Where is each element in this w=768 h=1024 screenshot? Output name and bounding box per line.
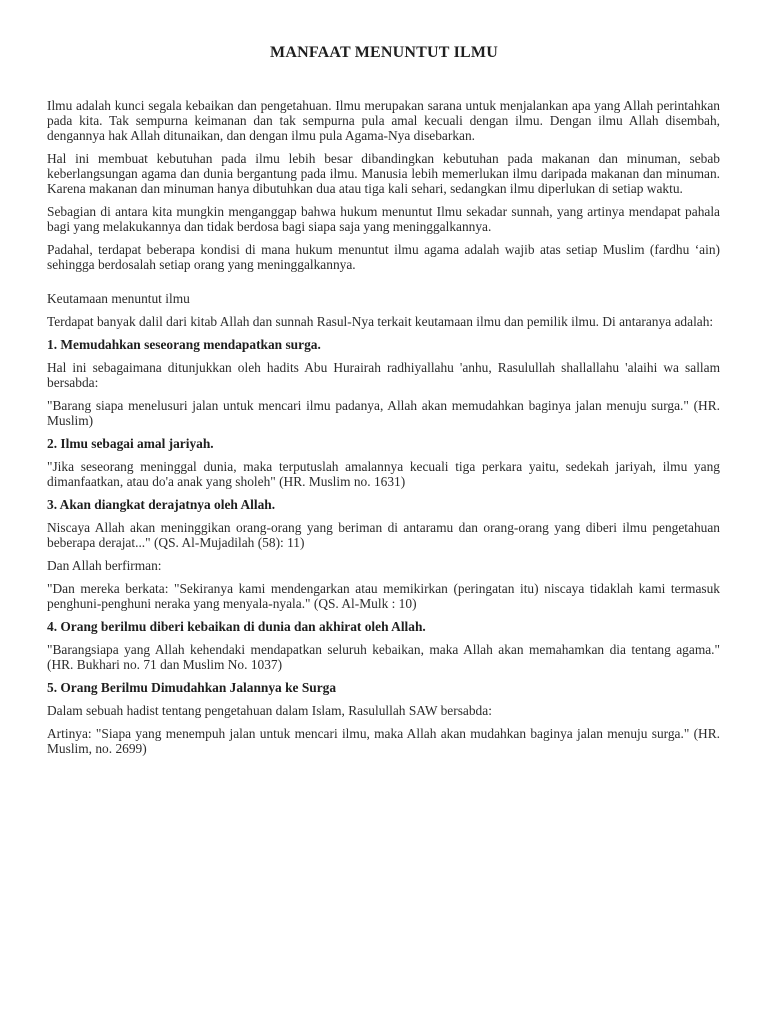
quote-point-3-second: "Dan mereka berkata: "Sekiranya kami mendengarkan atau memikirkan (peringatan itu) niscaya tidaklah kami termasuk penghuni-penghuni neraka yang menyala-nyala." (QS. Al-Mulk : 10) bbox=[47, 581, 720, 611]
heading-point-4: 4. Orang berilmu diberi kebaikan di dunia dan akhirat oleh Allah. bbox=[47, 619, 426, 634]
quote-point-4: "Barangsiapa yang Allah kehendaki mendapatkan seluruh kebaikan, maka Allah akan memahamkan dia tentang agama." (HR. Bukhari no. 71 dan Muslim No. 1037) bbox=[47, 642, 720, 672]
paragraph-sunnah-view: Sebagian di antara kita mungkin menganggap bahwa hukum menuntut Ilmu sekadar sunnah, yang artinya mendapat pahala bagi yang melakukannya dan tidak berdosa bagi siapa saja yang meninggalkannya. bbox=[47, 204, 720, 234]
section-label-virtues: Keutamaan menuntut ilmu bbox=[47, 291, 190, 306]
paragraph-intro: Ilmu adalah kunci segala kebaikan dan pengetahuan. Ilmu merupakan sarana untuk menjalankan apa yang Allah perintahkan pada kita. Tak sempurna keimanan dan tak sempurna pula amal kecuali dengan ilmu. Dengan ilmu Allah disembah, dengannya hak Allah ditunaikan, dan dengan ilmu pula Agama-Nya disebarkan. bbox=[47, 98, 720, 143]
paragraph-point-5-context: Dalam sebuah hadist tentang pengetahuan dalam Islam, Rasulullah SAW bersabda: bbox=[47, 703, 492, 718]
paragraph-point-3-bridge: Dan Allah berfirman: bbox=[47, 558, 162, 573]
heading-point-5: 5. Orang Berilmu Dimudahkan Jalannya ke Surga bbox=[47, 680, 337, 695]
paragraph-point-1-context: Hal ini sebagaimana ditunjukkan oleh hadits Abu Hurairah radhiyallahu 'anhu, Rasulullah shallallahu 'alaihi wa sallam bersabda: bbox=[47, 360, 720, 390]
quote-point-3: Niscaya Allah akan meninggikan orang-orang yang beriman di antaramu dan orang-orang yang diberi ilmu pengetahuan beberapa derajat..." (QS. Al-Mujadilah (58): 11) bbox=[47, 520, 720, 550]
heading-point-1: 1. Memudahkan seseorang mendapatkan surga. bbox=[47, 337, 321, 352]
quote-point-2: "Jika seseorang meninggal dunia, maka terputuslah amalannya kecuali tiga perkara yaitu, sedekah jariyah, ilmu yang dimanfaatkan, atau do'a anak yang sholeh" (HR. Muslim no. 1631) bbox=[47, 459, 720, 489]
paragraph-obligation: Padahal, terdapat beberapa kondisi di mana hukum menuntut ilmu agama adalah wajib atas setiap Muslim (fardhu ‘ain) sehingga berdosalah setiap orang yang meninggalkannya. bbox=[47, 242, 720, 272]
page-title: MANFAAT MENUNTUT ILMU bbox=[270, 44, 498, 61]
heading-point-2: 2. Ilmu sebagai amal jariyah. bbox=[47, 436, 214, 451]
paragraph-evidence-intro: Terdapat banyak dalil dari kitab Allah dan sunnah Rasul-Nya terkait keutamaan ilmu dan pemilik ilmu. Di antaranya adalah: bbox=[47, 314, 714, 329]
paragraph-need-for-knowledge: Hal ini membuat kebutuhan pada ilmu lebih besar dibandingkan kebutuhan pada makanan dan minuman, sebab keberlangsungan agama dan dunia bergantung pada ilmu. Manusia lebih memerlukan ilmu daripada makanan dan minuman. Karena makanan dan minuman hanya dibutuhkan dua atau tiga kali sehari, sedangkan ilmu diperlukan di setiap waktu. bbox=[47, 151, 720, 196]
quote-point-1: "Barang siapa menelusuri jalan untuk mencari ilmu padanya, Allah akan memudahkan baginya jalan menuju surga." (HR. Muslim) bbox=[47, 398, 720, 428]
document-body bbox=[47, 98, 720, 764]
quote-point-5: Artinya: "Siapa yang menempuh jalan untuk mencari ilmu, maka Allah akan mudahkan baginya jalan menuju surga." (HR. Muslim, no. 2699) bbox=[47, 726, 720, 756]
heading-point-3: 3. Akan diangkat derajatnya oleh Allah. bbox=[47, 497, 276, 512]
